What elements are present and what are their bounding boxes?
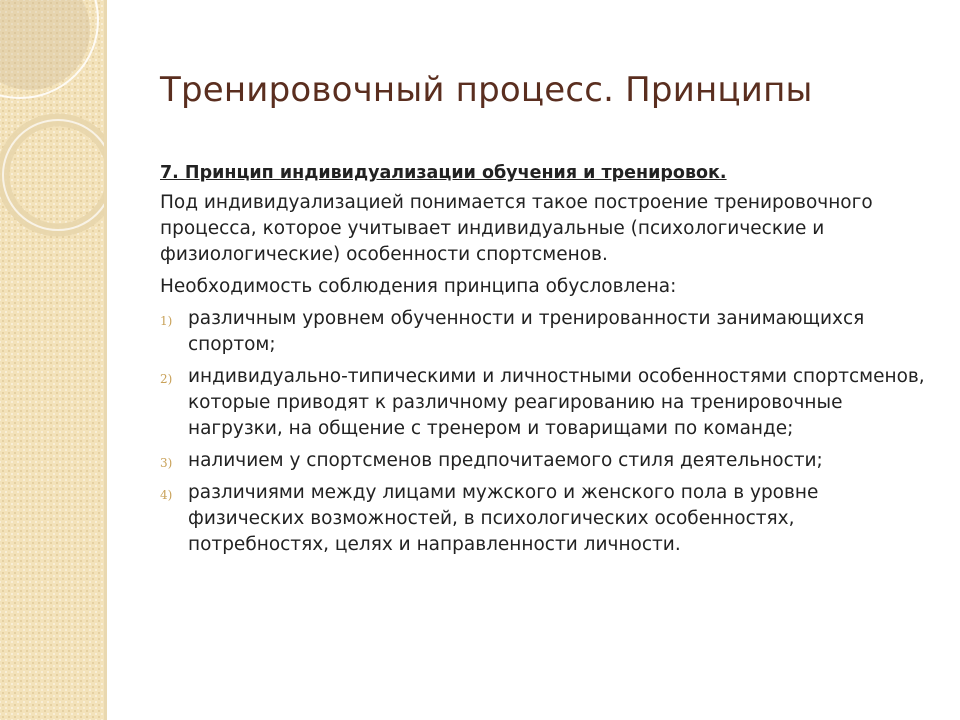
list-item <box>160 306 940 358</box>
list-item-text: различиями между лицами мужского и женского пола в уровне физических возможностей, в психологических особенностях, потребностях, целях и направленности личности. <box>188 482 819 555</box>
list-item-number: 1) <box>160 314 173 328</box>
decorative-side-panel <box>0 0 104 720</box>
necessity-paragraph: Необходимость соблюдения принципа обусловлена: <box>160 276 677 297</box>
principle-subheading: 7. Принцип индивидуализации обучения и тренировок. <box>160 163 727 183</box>
list-item-number: 2) <box>160 372 173 386</box>
list-item-text: наличием у спортсменов предпочитаемого стиля деятельности; <box>188 450 823 471</box>
decorative-rings <box>0 0 104 720</box>
list-item-text: различным уровнем обученности и тренированности занимающихся спортом; <box>188 308 865 355</box>
slide-content <box>160 160 940 564</box>
panel-edge-line <box>104 0 107 720</box>
list-item <box>160 364 940 442</box>
list-item <box>160 448 940 474</box>
list-item-number: 4) <box>160 488 173 502</box>
list-item-number: 3) <box>160 456 173 470</box>
reasons-list <box>160 306 940 558</box>
definition-paragraph: Под индивидуализацией понимается такое построение тренировочного процесса, которое учитывает индивидуальные (психологические и физиологические) особенности спортсменов. <box>160 192 873 265</box>
slide-title: Тренировочный процесс. Принципы <box>160 70 813 110</box>
list-item-text: индивидуально-типическими и личностными особенностями спортсменов, которые приводят к различному реагированию на тренировочные нагрузки, на общение с тренером и товарищами по команде; <box>188 366 925 439</box>
list-item <box>160 480 940 558</box>
